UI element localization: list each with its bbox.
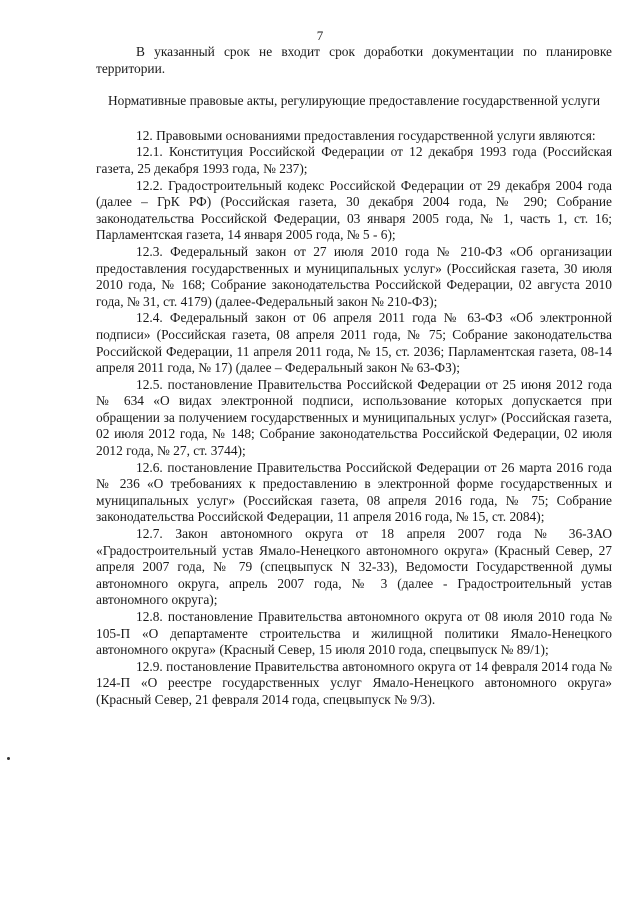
intro-paragraph: В указанный срок не входит срок доработки документации по планировке территории. (96, 44, 612, 76)
clause-12-4: 12.4. Федеральный закон от 06 апреля 2011 года № 63-ФЗ «Об электронной подписи» (Российская газета, 08 апреля 2011 года, № 75; Собрание законодательства Российской Федерации, 11 апреля 2011 года, № 15, ст. 2036; Парламентская газета, 08-14 апреля 2011 года, № 17) (далее – Федеральный закон № 63-ФЗ); (96, 310, 612, 376)
clause-12-6: 12.6. постановление Правительства Российской Федерации от 26 марта 2016 года № 236 «О требованиях к предоставлению в электронной форме государственных и муниципальных услуг» (Российская газета, 08 апреля 2016 года, № 75; Собрание законодательства Российской Федерации, 11 апреля 2016 года, № 15, ст. 2084); (96, 459, 612, 525)
clause-12-8: 12.8. постановление Правительства автономного округа от 08 июля 2010 года № 105-П «О департаменте строительства и жилищной политики Ямало-Ненецкого автономного округа» (Красный Север, 15 июля 2010 года, спецвыпуск № 89/1); (96, 609, 612, 658)
clause-12-5: 12.5. постановление Правительства Российской Федерации от 25 июня 2012 года № 634 «О видах электронной подписи, использование которых допускается при обращении за получением государственных и муниципальных услуг» (Российская газета, 02 июля 2012 года, № 148; Собрание законодательства Российской Федерации, 02 июля 2012 года, № 27, ст. 3744); (96, 376, 612, 459)
clause-12-2: 12.2. Градостроительный кодекс Российской Федерации от 29 декабря 2004 года (далее – ГрК РФ) (Российская газета, 30 декабря 2004 года, № 290; Собрание законодательства Российской Федерации, 03 января 2005 года, № 1, часть 1, ст. 16; Парламентская газета, 14 января 2005 года, № 5 - 6); (96, 177, 612, 243)
clause-12-lead: 12. Правовыми основаниями предоставления государственной услуги являются: (136, 127, 596, 143)
clause-12-9: 12.9. постановление Правительства автономного округа от 14 февраля 2014 года № 124-П «О реестре государственных услуг Ямало-Ненецкого автономного округа» (Красный Север, 21 февраля 2014 года, спецвыпуск № 9/3). (96, 658, 612, 707)
clause-12-3: 12.3. Федеральный закон от 27 июля 2010 года № 210-ФЗ «Об организации предоставления государственных и муниципальных услуг» (Российская газета, 30 июля 2010 года, № 168; Собрание законодательства Российской Федерации, 02 августа 2010 года, № 31, ст. 4179) (далее-Федеральный закон № 210-ФЗ); (96, 243, 612, 309)
page-number: 7 (316, 28, 324, 43)
clause-12-1: 12.1. Конституция Российской Федерации от 12 декабря 1993 года (Российская газета, 25 декабря 1993 года, № 237); (96, 144, 612, 176)
clause-12-7: 12.7. Закон автономного округа от 18 апреля 2007 года № 36-ЗАО «Градостроительный устав Ямало-Ненецкого автономного округа» (Красный Север, 27 апреля 2007 года, № 79 (спецвыпуск N 32-33), Ведомости Государственной думы автономного округа, апрель 2007 года, № 3 (далее - Градостроительный устав автономного округа); (96, 526, 612, 608)
section-heading: Нормативные правовые акты, регулирующие предоставление государственной услуги (107, 93, 601, 109)
document-body (96, 44, 612, 709)
scan-speck (7, 757, 10, 760)
